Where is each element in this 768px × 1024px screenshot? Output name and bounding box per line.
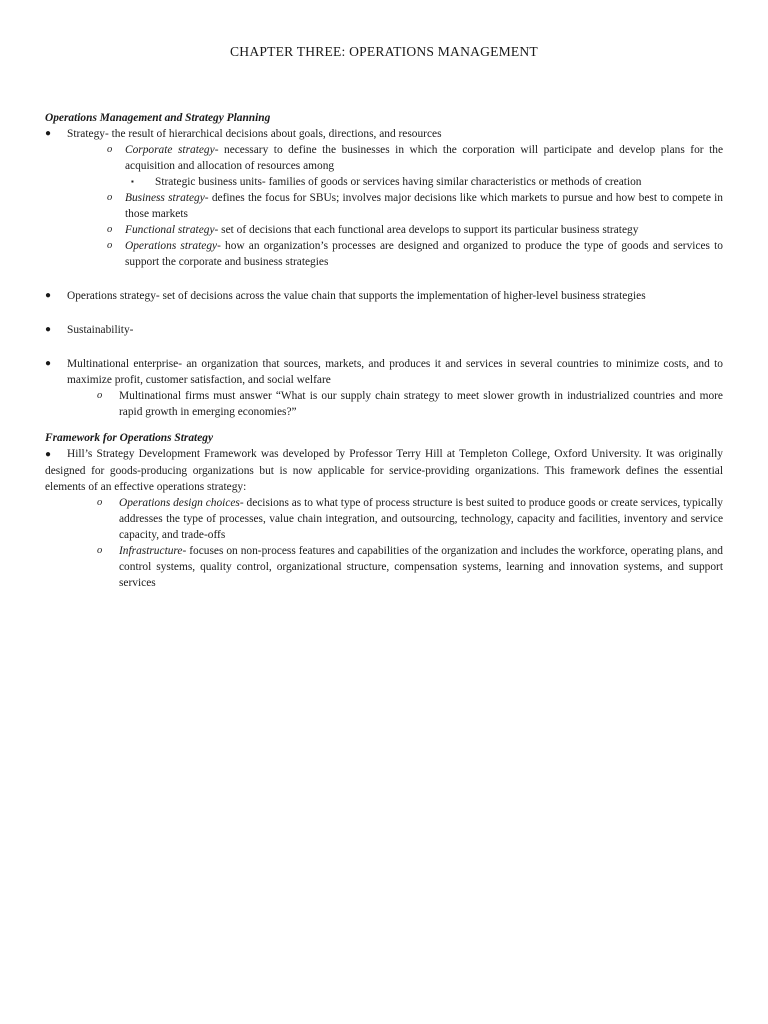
list-item-text: - set of decisions that each functional area develops to support its particular business strategy xyxy=(214,224,639,236)
list-item xyxy=(45,322,723,338)
list-item-text: Multinational enterprise- an organization that sources, markets, and produces it and services in several countries to minimize costs, and to maximize profit, customer satisfaction, and social welfare xyxy=(67,358,723,386)
list-item xyxy=(107,238,723,270)
term-operations-strategy: Operations strategy xyxy=(125,240,218,252)
list-item-text: - focuses on non-process features and capabilities of the organization and includes the workforce, operating plans, and control systems, quality control, organizational structure, compensation systems, learning and innovation systems, and support services xyxy=(119,545,723,589)
list-item-text: Sustainability- xyxy=(67,324,134,336)
list-item xyxy=(97,543,723,591)
list-item xyxy=(97,388,723,420)
square-bullet-icon: ▪ xyxy=(131,177,134,186)
term-operations-design-choices: Operations design choices xyxy=(119,497,240,509)
page-title: CHAPTER THREE: OPERATIONS MANAGEMENT xyxy=(230,44,538,59)
circle-bullet-icon: o xyxy=(97,390,103,401)
circle-bullet-icon: o xyxy=(107,144,113,155)
circle-bullet-icon: o xyxy=(97,545,103,556)
list-item xyxy=(45,446,723,495)
list-item-text: - decisions as to what type of process structure is best suited to produce goods or create services, typically addresses the type of processes, value chain integration, and outsourcing, technology, capacity and facilities, inventory and service capacity, and trade-offs xyxy=(119,497,723,541)
list-item-text: Strategy- the result of hierarchical decisions about goals, directions, and resources xyxy=(67,128,442,140)
circle-bullet-icon: o xyxy=(107,240,113,251)
list-item xyxy=(107,222,723,238)
list-item-text: - defines the focus for SBUs; involves major decisions like which markets to pursue and how best to compete in those markets xyxy=(125,192,723,220)
circle-bullet-icon: o xyxy=(97,497,103,508)
list-item xyxy=(45,288,723,304)
list-item xyxy=(107,190,723,222)
bullet-list xyxy=(45,356,723,420)
list-item-text: Multinational firms must answer “What is our supply chain strategy to meet slower growth in industrialized countries and more rapid growth in emerging economies?” xyxy=(119,390,723,418)
bullet-icon: ● xyxy=(45,290,52,301)
list-item xyxy=(107,142,723,174)
list-item-text: Strategic business units- families of goods or services having similar characteristics or methods of creation xyxy=(155,176,642,188)
bullet-icon: ● xyxy=(45,358,52,369)
list-item xyxy=(45,356,723,388)
term-business-strategy: Business strategy xyxy=(125,192,205,204)
bullet-icon: ● xyxy=(45,128,52,139)
bullet-icon: ● xyxy=(45,449,52,460)
document-body xyxy=(45,110,723,591)
bullet-list xyxy=(45,126,723,270)
bullet-icon: ● xyxy=(45,324,52,335)
bullet-list xyxy=(45,288,723,304)
bullet-list xyxy=(45,446,723,591)
section-heading-strategy-planning: Operations Management and Strategy Planning xyxy=(45,112,271,124)
term-functional-strategy: Functional strategy xyxy=(125,224,215,236)
circle-bullet-icon: o xyxy=(107,192,113,203)
term-corporate-strategy: Corporate strategy xyxy=(125,144,215,156)
list-item xyxy=(97,495,723,543)
list-item-text: Hill’s Strategy Development Framework was developed by Professor Terry Hill at Templeton College, Oxford University. It was originally designed for goods-producing organizations but is now applicable for service-providing organizations. This framework defines the essential elements of an effective operations strategy: xyxy=(45,448,723,493)
bullet-list xyxy=(45,322,723,338)
list-item-text: Operations strategy- set of decisions across the value chain that supports the implementation of higher-level business strategies xyxy=(67,290,646,302)
circle-bullet-icon: o xyxy=(107,224,113,235)
list-item-text: - how an organization’s processes are designed and organized to produce the type of goods and services to support the corporate and business strategies xyxy=(125,240,723,268)
list-item xyxy=(45,126,723,142)
list-item-text: - necessary to define the businesses in which the corporation will participate and develop plans for the acquisition and allocation of resources among xyxy=(125,144,723,172)
term-infrastructure: Infrastructure xyxy=(119,545,183,557)
list-item xyxy=(131,174,723,190)
section-heading-framework: Framework for Operations Strategy xyxy=(45,432,214,444)
